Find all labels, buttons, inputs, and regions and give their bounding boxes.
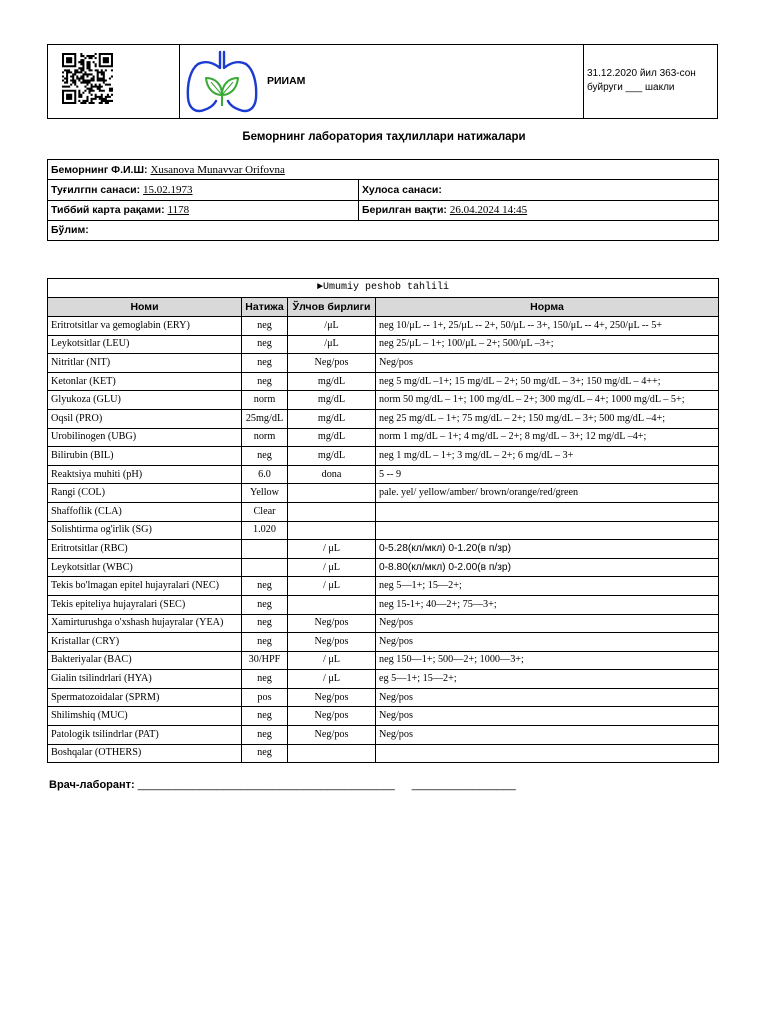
- issued-value: 26.04.2024 14:45: [449, 204, 528, 217]
- test-result-cell: neg: [242, 670, 288, 689]
- result-row: [48, 614, 719, 633]
- section-title: ►Umumiy peshob tahlili: [48, 279, 719, 298]
- test-norm-cell: Neg/pos: [376, 726, 719, 745]
- result-row: [48, 688, 719, 707]
- lab-doctor-label: Врач-лаборант:: [49, 779, 135, 791]
- test-unit-cell: [288, 484, 376, 503]
- column-header-row: [48, 298, 719, 317]
- department-row: [48, 220, 719, 240]
- test-norm-cell: Neg/pos: [376, 354, 719, 373]
- test-unit-cell: [288, 502, 376, 521]
- test-unit-cell: Neg/pos: [288, 633, 376, 652]
- test-name-cell: Spermatozoidalar (SPRM): [48, 688, 242, 707]
- test-norm-cell: neg 150—1+; 500—2+; 1000—3+;: [376, 651, 719, 670]
- dob-cell: [48, 180, 359, 200]
- test-norm-cell: Neg/pos: [376, 614, 719, 633]
- test-result-cell: neg: [242, 335, 288, 354]
- test-unit-cell: Neg/pos: [288, 688, 376, 707]
- document-header: [47, 44, 718, 119]
- test-name-cell: Bilirubin (BIL): [48, 447, 242, 466]
- name-line: _________________: [411, 779, 516, 791]
- test-norm-cell: neg 25 mg/dL – 1+; 75 mg/dL – 2+; 150 mg/dL – 3+; 500 mg/dL –4+;: [376, 409, 719, 428]
- test-result-cell: 6.0: [242, 465, 288, 484]
- patient-name-label: Беморнинг Ф.И.Ш:: [51, 163, 148, 176]
- test-unit-cell: /μL: [288, 317, 376, 336]
- test-norm-cell: 0-8.80(кл/мкл) 0-2.00(в п/зр): [376, 558, 719, 577]
- result-row: [48, 670, 719, 689]
- test-unit-cell: / μL: [288, 558, 376, 577]
- issued-cell: [359, 200, 719, 220]
- test-name-cell: Leykotsitlar (WBC): [48, 558, 242, 577]
- dob-label: Туғилгпн санаси:: [51, 183, 141, 196]
- signature-footer: [49, 779, 516, 791]
- test-unit-cell: Neg/pos: [288, 726, 376, 745]
- test-norm-cell: norm 50 mg/dL – 1+; 100 mg/dL – 2+; 300 mg/dL – 4+; 1000 mg/dL – 5+;: [376, 391, 719, 410]
- lungs-logo-icon: [184, 49, 260, 115]
- test-result-cell: [242, 558, 288, 577]
- test-name-cell: Boshqalar (OTHERS): [48, 744, 242, 763]
- test-result-cell: neg: [242, 726, 288, 745]
- test-name-cell: Tekis bo'lmagan epitel hujayralari (NEC): [48, 577, 242, 596]
- test-norm-cell: pale. yel/ yellow/amber/ brown/orange/red/green: [376, 484, 719, 503]
- result-row: [48, 409, 719, 428]
- test-name-cell: Nitritlar (NIT): [48, 354, 242, 373]
- result-row: [48, 502, 719, 521]
- order-reference: [587, 67, 696, 95]
- test-result-cell: 1.020: [242, 521, 288, 540]
- result-row: [48, 484, 719, 503]
- card-number-label: Тиббий карта рақами:: [51, 204, 165, 217]
- test-norm-cell: neg 5 mg/dL –1+; 15 mg/dL – 2+; 50 mg/dL – 3+; 150 mg/dL – 4++;: [376, 372, 719, 391]
- test-result-cell: Yellow: [242, 484, 288, 503]
- test-unit-cell: mg/dL: [288, 409, 376, 428]
- test-norm-cell: [376, 502, 719, 521]
- test-unit-cell: mg/dL: [288, 372, 376, 391]
- test-unit-cell: mg/dL: [288, 447, 376, 466]
- org-name: РИИАМ: [267, 75, 306, 87]
- test-norm-cell: neg 5—1+; 15—2+;: [376, 577, 719, 596]
- test-name-cell: Leykotsitlar (LEU): [48, 335, 242, 354]
- result-row: [48, 335, 719, 354]
- test-unit-cell: Neg/pos: [288, 354, 376, 373]
- test-name-cell: Bakteriyalar (BAC): [48, 651, 242, 670]
- test-name-cell: Shaffoflik (CLA): [48, 502, 242, 521]
- test-result-cell: Clear: [242, 502, 288, 521]
- test-name-cell: Shilimshiq (MUC): [48, 707, 242, 726]
- test-result-cell: neg: [242, 447, 288, 466]
- test-result-cell: neg: [242, 354, 288, 373]
- test-name-cell: Patologik tsilindrlar (PAT): [48, 726, 242, 745]
- test-name-cell: Kristallar (CRY): [48, 633, 242, 652]
- result-row: [48, 577, 719, 596]
- results-table: [47, 278, 719, 763]
- result-row: [48, 465, 719, 484]
- issued-label: Берилган вақти:: [362, 204, 447, 217]
- test-name-cell: Tekis epiteliya hujayralari (SEC): [48, 595, 242, 614]
- test-unit-cell: Neg/pos: [288, 614, 376, 633]
- test-unit-cell: [288, 744, 376, 763]
- test-name-cell: Gialin tsilindrlari (HYA): [48, 670, 242, 689]
- test-norm-cell: [376, 744, 719, 763]
- test-result-cell: pos: [242, 688, 288, 707]
- test-result-cell: [242, 540, 288, 559]
- result-row: [48, 726, 719, 745]
- order-line-2: буйруги ___ шакли: [587, 82, 675, 93]
- conclusion-date-label: Хулоса санаси:: [362, 183, 442, 196]
- column-header-result: Натижа: [242, 298, 288, 317]
- result-row: [48, 354, 719, 373]
- result-row: [48, 317, 719, 336]
- qr-code: [62, 53, 113, 104]
- header-divider: [583, 45, 584, 118]
- card-cell: [48, 200, 359, 220]
- test-result-cell: neg: [242, 595, 288, 614]
- test-result-cell: neg: [242, 372, 288, 391]
- test-unit-cell: [288, 595, 376, 614]
- dob-value: 15.02.1973: [143, 183, 193, 196]
- test-unit-cell: / μL: [288, 540, 376, 559]
- test-name-cell: Solishtirma og'irlik (SG): [48, 521, 242, 540]
- test-norm-cell: neg 10/μL -- 1+, 25/μL -- 2+, 50/μL -- 3+, 150/μL -- 4+, 250/μL -- 5+: [376, 317, 719, 336]
- test-norm-cell: neg 1 mg/dL – 1+; 3 mg/dL – 2+; 6 mg/dL – 3+: [376, 447, 719, 466]
- column-header-name: Номи: [48, 298, 242, 317]
- test-result-cell: neg: [242, 614, 288, 633]
- result-row: [48, 558, 719, 577]
- patient-dob-row: [48, 180, 719, 200]
- test-norm-cell: neg 15-1+; 40—2+; 75—3+;: [376, 595, 719, 614]
- test-result-cell: 25mg/dL: [242, 409, 288, 428]
- test-result-cell: neg: [242, 317, 288, 336]
- conclusion-date-cell: [359, 180, 719, 200]
- department-label: Бўлим:: [51, 224, 89, 237]
- patient-name-value: Xusanova Munavvar Orifovna: [150, 163, 285, 176]
- result-row: [48, 521, 719, 540]
- test-name-cell: Reaktsiya muhiti (pH): [48, 465, 242, 484]
- test-result-cell: norm: [242, 391, 288, 410]
- test-name-cell: Ketonlar (KET): [48, 372, 242, 391]
- test-name-cell: Oqsil (PRO): [48, 409, 242, 428]
- test-unit-cell: / μL: [288, 651, 376, 670]
- header-divider: [179, 45, 180, 118]
- order-line-1: 31.12.2020 йил 363-сон: [587, 68, 696, 79]
- test-name-cell: Xamirturushga o'xshash hujayralar (YEA): [48, 614, 242, 633]
- result-row: [48, 447, 719, 466]
- test-norm-cell: Neg/pos: [376, 707, 719, 726]
- result-row: [48, 372, 719, 391]
- test-norm-cell: neg 25/μL – 1+; 100/μL – 2+; 500/μL –3+;: [376, 335, 719, 354]
- test-norm-cell: 5 -- 9: [376, 465, 719, 484]
- test-unit-cell: mg/dL: [288, 391, 376, 410]
- test-unit-cell: dona: [288, 465, 376, 484]
- column-header-unit: Ўлчов бирлиги: [288, 298, 376, 317]
- test-name-cell: Eritrotsitlar (RBC): [48, 540, 242, 559]
- result-row: [48, 707, 719, 726]
- test-norm-cell: eg 5—1+; 15—2+;: [376, 670, 719, 689]
- test-unit-cell: / μL: [288, 577, 376, 596]
- test-result-cell: neg: [242, 577, 288, 596]
- test-unit-cell: [288, 521, 376, 540]
- test-norm-cell: Neg/pos: [376, 633, 719, 652]
- column-header-norm: Норма: [376, 298, 719, 317]
- department-cell: [48, 220, 719, 240]
- patient-name-row: [48, 160, 719, 180]
- patient-name-cell: [48, 160, 719, 180]
- test-result-cell: 30/HPF: [242, 651, 288, 670]
- test-norm-cell: [376, 521, 719, 540]
- result-row: [48, 651, 719, 670]
- test-unit-cell: mg/dL: [288, 428, 376, 447]
- test-norm-cell: 0-5.28(кл/мкл) 0-1.20(в п/зр): [376, 540, 719, 559]
- result-row: [48, 540, 719, 559]
- test-name-cell: Glyukoza (GLU): [48, 391, 242, 410]
- test-norm-cell: Neg/pos: [376, 688, 719, 707]
- test-name-cell: Eritrotsitlar va gemoglabin (ERY): [48, 317, 242, 336]
- test-unit-cell: /μL: [288, 335, 376, 354]
- patient-card-row: [48, 200, 719, 220]
- test-unit-cell: Neg/pos: [288, 707, 376, 726]
- result-row: [48, 595, 719, 614]
- signature-line: __________________________________________: [137, 779, 395, 791]
- result-row: [48, 633, 719, 652]
- test-result-cell: neg: [242, 707, 288, 726]
- section-title-row: [48, 279, 719, 298]
- test-norm-cell: norm 1 mg/dL – 1+; 4 mg/dL – 2+; 8 mg/dL – 3+; 12 mg/dL –4+;: [376, 428, 719, 447]
- test-result-cell: norm: [242, 428, 288, 447]
- test-name-cell: Rangi (COL): [48, 484, 242, 503]
- card-number-value: 1178: [167, 204, 190, 217]
- test-result-cell: neg: [242, 744, 288, 763]
- result-row: [48, 744, 719, 763]
- test-name-cell: Urobilinogen (UBG): [48, 428, 242, 447]
- page-title: Беморнинг лаборатория таҳлиллари натижалари: [242, 131, 526, 143]
- patient-info-table: [47, 159, 719, 241]
- result-row: [48, 391, 719, 410]
- result-row: [48, 428, 719, 447]
- test-result-cell: neg: [242, 633, 288, 652]
- test-unit-cell: / μL: [288, 670, 376, 689]
- results-body: [48, 317, 719, 763]
